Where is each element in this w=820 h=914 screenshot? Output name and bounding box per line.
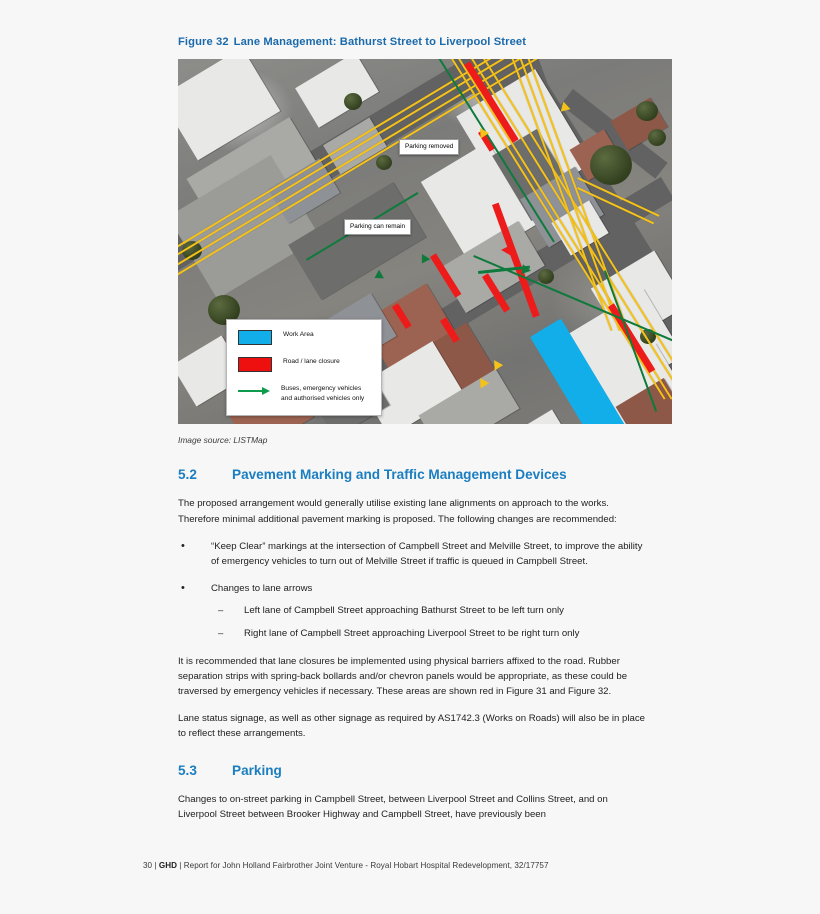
bullet-text: “Keep Clear” markings at the intersection of Campbell Street and Melville Street, to improve the ability of emergency vehicles to turn out of Melville Street if traffic is queued in Campbell Street. xyxy=(211,540,643,567)
arrow-head-green-icon xyxy=(521,265,532,276)
sub-bullet-text: Left lane of Campbell Street approaching Bathurst Street to be left turn only xyxy=(244,605,564,617)
legend-label-work-area: Work Area xyxy=(283,331,314,339)
section-number-5-3: 5.3 xyxy=(178,763,197,779)
legend-row-work-area xyxy=(238,330,372,345)
bullet-text: Changes to lane arrows xyxy=(211,583,313,595)
footer-page-number: 30 xyxy=(143,861,153,870)
section-5-2-intro: The proposed arrangement would generally utilise existing lane alignments on approach to the works. Therefore minimal additional pavement marking is proposed. The following changes are recommended: xyxy=(178,498,617,525)
tree-canopy xyxy=(376,155,392,170)
section-5-2-bullet-list xyxy=(178,539,648,642)
arrow-head-green-icon xyxy=(372,270,384,283)
sub-bullet-text: Right lane of Campbell Street approaching Liverpool Street to be right turn only xyxy=(244,628,580,640)
section-5-3-paragraph-1: Changes to on-street parking in Campbell Street, between Liverpool Street and Collins Street, and on Liverpool Street between Brooker Highway and Campbell Street, have previously been xyxy=(178,794,608,821)
section-heading-5-3 xyxy=(178,763,648,780)
section-number-5-2: 5.2 xyxy=(178,467,197,483)
figure-aerial-map xyxy=(178,59,672,424)
footer-text: Report for John Holland Fairbrother Joint Venture - Royal Hobart Hospital Redevelopment, 32/17757 xyxy=(183,861,549,870)
footer-sep-1: | xyxy=(152,861,159,870)
tree-canopy xyxy=(344,93,362,110)
callout-parking-can-remain: Parking can remain xyxy=(344,219,411,235)
footer-sep-2: | xyxy=(177,861,184,870)
section-heading-5-2 xyxy=(178,467,648,484)
work-area-swatch-icon xyxy=(238,330,272,345)
list-item xyxy=(211,603,648,618)
section-title-5-2: Pavement Marking and Traffic Management Devices xyxy=(232,467,567,483)
map-legend xyxy=(226,319,382,416)
tree-canopy xyxy=(648,129,666,146)
page-content xyxy=(178,36,648,835)
legend-label-bus-route: Buses, emergency vehicles and authorised vehicles only xyxy=(281,385,365,402)
callout-parking-removed: Parking removed xyxy=(399,139,459,155)
list-item xyxy=(211,626,648,641)
list-item xyxy=(178,539,648,569)
footer-brand: GHD xyxy=(158,861,177,870)
figure-title: Lane Management: Bathurst Street to Liverpool Street xyxy=(233,36,527,48)
green-arrow-icon xyxy=(238,384,270,397)
legend-row-road-closure xyxy=(238,357,372,372)
section-5-2-sub-list xyxy=(211,603,648,641)
tree-canopy xyxy=(590,145,632,185)
aerial-basemap xyxy=(178,59,672,424)
image-source-caption: Image source: LISTMap xyxy=(178,435,268,446)
figure-caption xyxy=(178,36,648,49)
legend-label-road-closure: Road / lane closure xyxy=(283,358,340,366)
arrow-head-green-icon xyxy=(418,254,431,266)
section-title-5-3: Parking xyxy=(232,763,282,779)
page-footer xyxy=(143,861,549,870)
list-item xyxy=(178,581,648,641)
section-5-2-paragraph-1: It is recommended that lane closures be implemented using physical barriers affixed to the road. Rubber separation strips with spring-back bollards and/or chevron panels would be appropriate, as these could be traversed by emergency vehicles if necessary. These areas are shown red in Figure 31 and Figure 32. xyxy=(178,655,628,697)
legend-row-bus-route xyxy=(238,384,372,403)
figure-number: Figure 32 xyxy=(178,36,229,48)
section-5-2-paragraph-2: Lane status signage, as well as other signage as required by AS1742.3 (Works on Roads) will also be in place to reflect these arrangements. xyxy=(178,712,645,740)
road-closure-swatch-icon xyxy=(238,357,272,372)
